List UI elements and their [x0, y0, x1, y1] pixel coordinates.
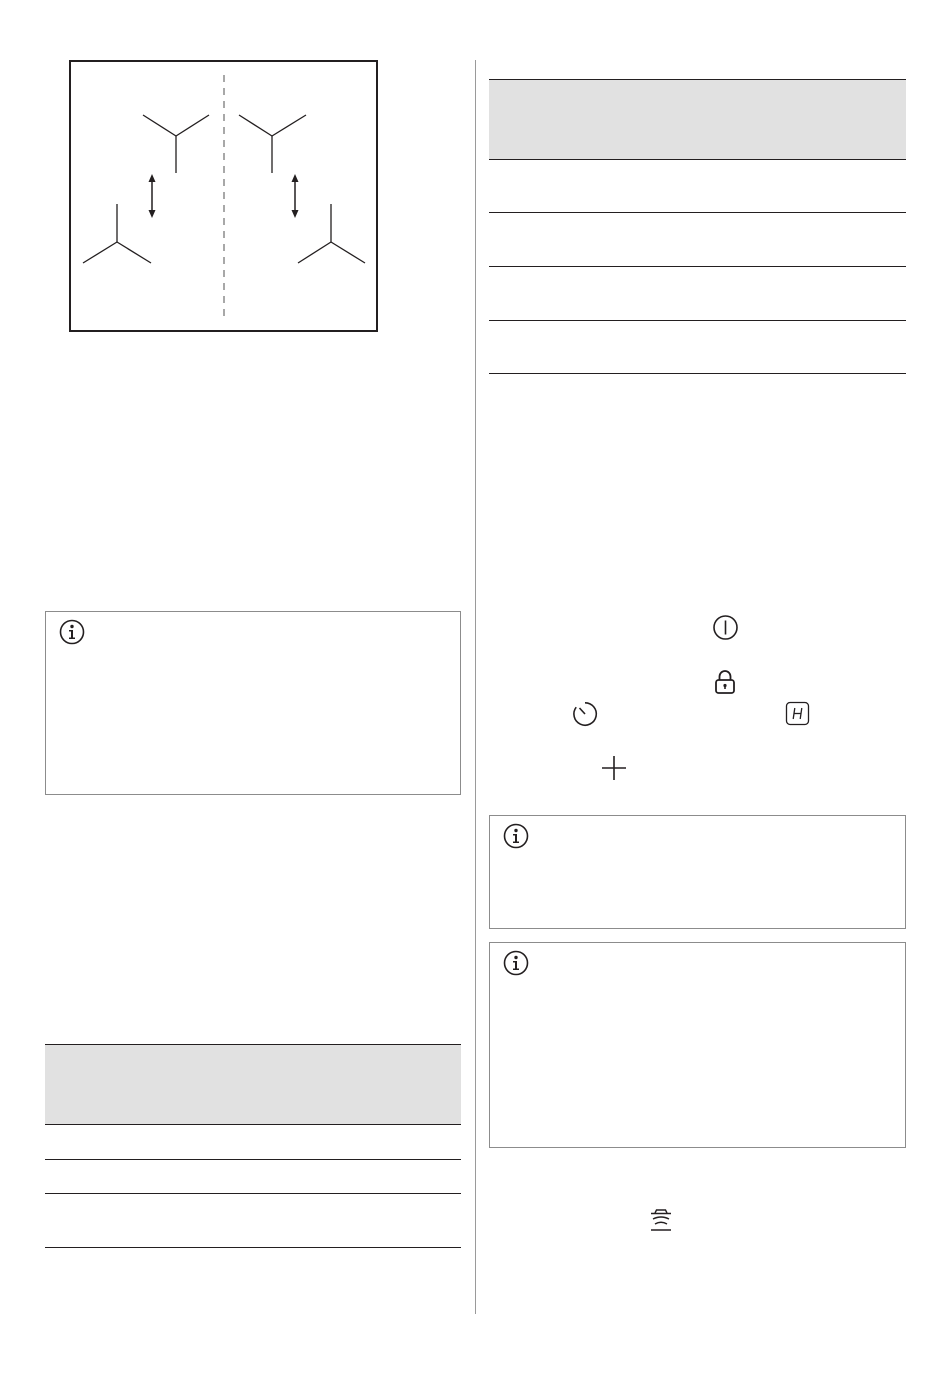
right-table: [489, 79, 906, 374]
table-row: [489, 321, 906, 374]
info-box-right-1: [489, 815, 906, 929]
hood-icon: [648, 1208, 674, 1234]
table-row: [489, 160, 906, 213]
column-divider: [475, 60, 476, 1314]
table-header: [489, 79, 906, 160]
hob2hood-h-icon: [785, 701, 810, 726]
up-down-arrow-right: [292, 174, 299, 218]
heat-element-right-upper: [239, 115, 306, 173]
power-icon: [712, 614, 739, 641]
table-row: [489, 267, 906, 321]
heat-element-right-lower: [298, 204, 365, 263]
table-row: [45, 1125, 461, 1160]
left-table: [45, 1044, 461, 1248]
cooking-zone-diagram: [69, 60, 378, 332]
info-icon: [59, 619, 85, 645]
table-row: [45, 1194, 461, 1248]
timer-icon: [571, 700, 599, 728]
info-box-left: [45, 611, 461, 795]
info-box-right-2: [489, 942, 906, 1148]
up-down-arrow-left: [149, 174, 156, 218]
heat-element-left-upper: [143, 115, 209, 173]
table-header: [45, 1044, 461, 1125]
plus-icon: [600, 754, 628, 782]
table-row: [489, 213, 906, 267]
info-icon: [503, 823, 529, 849]
table-row: [45, 1160, 461, 1194]
info-icon: [503, 950, 529, 976]
heat-element-left-lower: [83, 204, 151, 263]
lock-icon: [711, 668, 739, 696]
cooking-zone-figure: [69, 60, 378, 332]
